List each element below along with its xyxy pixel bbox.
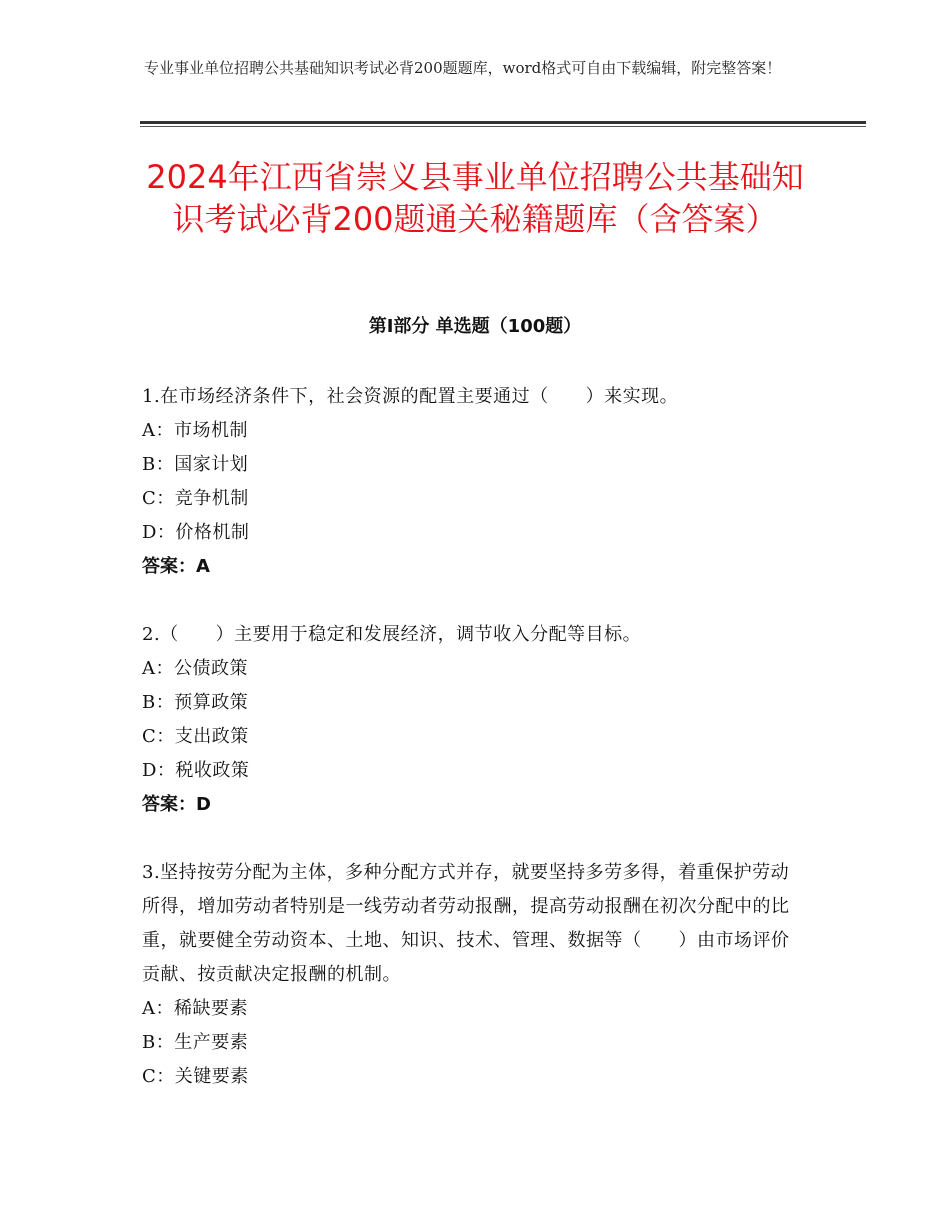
question-stem: 1.在市场经济条件下，社会资源的配置主要通过（ ）来实现。: [142, 386, 679, 407]
answer: 答案：A: [142, 556, 210, 577]
option-b: B：国家计划: [142, 454, 249, 475]
header-divider-thick: [140, 121, 866, 124]
option-b: B：预算政策: [142, 692, 249, 713]
option-a: A：市场机制: [142, 420, 248, 441]
header-divider-thin: [140, 126, 866, 127]
option-d: D：税收政策: [142, 760, 250, 781]
option-a: A：稀缺要素: [142, 998, 248, 1019]
question-list: [142, 380, 802, 1128]
question-1: [142, 380, 802, 584]
option-b: B：生产要素: [142, 1032, 249, 1053]
option-a: A：公债政策: [142, 658, 248, 679]
document-title: 2024年江西省崇义县事业单位招聘公共基础知识考试必背200题通关秘籍题库（含答案）: [146, 158, 804, 238]
option-c: C：关键要素: [142, 1066, 249, 1087]
option-d: D：价格机制: [142, 522, 250, 543]
question-3: [142, 856, 802, 1094]
section-title: 第Ⅰ部分 单选题（100题）: [368, 316, 582, 337]
option-c: C：竞争机制: [142, 488, 249, 509]
question-2: [142, 618, 802, 822]
question-stem: 2.（ ）主要用于稳定和发展经济，调节收入分配等目标。: [142, 624, 642, 645]
answer: 答案：D: [142, 794, 211, 815]
header-note: 专业事业单位招聘公共基础知识考试必背200题题库，word格式可自由下载编辑，附完整答案！: [144, 59, 782, 77]
option-c: C：支出政策: [142, 726, 249, 747]
question-stem: 3.坚持按劳分配为主体，多种分配方式并存，就要坚持多劳多得，着重保护劳动所得，增加劳动者特别是一线劳动者劳动报酬，提高劳动报酬在初次分配中的比重，就要健全劳动资本、土地、知识、技术、管理、数据等（ ）由市场评价贡献、按贡献决定报酬的机制。: [142, 862, 790, 985]
